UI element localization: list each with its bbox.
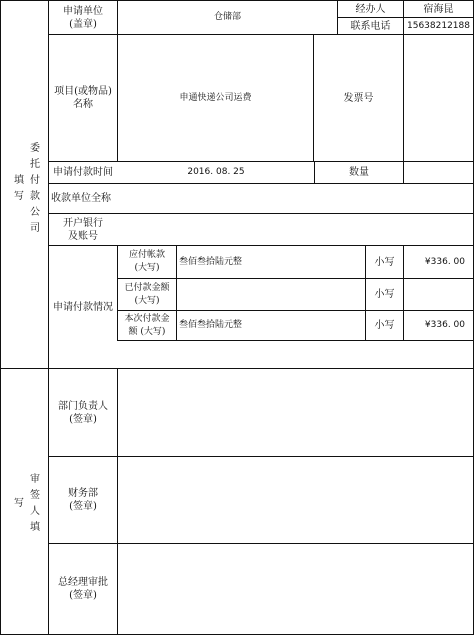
invoice-value bbox=[404, 35, 473, 161]
border-current-bottom bbox=[117, 340, 474, 341]
gm-label: 总经理审批 (签章) bbox=[58, 577, 108, 601]
current-value: 叁佰叁拾陆元整 bbox=[179, 320, 243, 330]
payable-label: 应付帐款 (大写) bbox=[128, 250, 165, 273]
bank-value bbox=[118, 214, 473, 245]
dept-head-label: 部门负责人 (签章) bbox=[58, 400, 108, 425]
phone-label: 联系电话 bbox=[350, 20, 391, 32]
quantity-value bbox=[404, 162, 473, 183]
section-payer-label: 委托付款公司填写 bbox=[11, 142, 39, 238]
paid-small-label: 小写 bbox=[374, 289, 395, 300]
quantity-label: 数量 bbox=[349, 167, 369, 178]
current-small-label: 小写 bbox=[374, 320, 395, 331]
payable-small-value: ¥336. 00 bbox=[424, 256, 465, 267]
paid-value bbox=[177, 279, 365, 310]
section-review-label: 审签人填写 bbox=[11, 473, 39, 537]
payment-label: 申请付款情况 bbox=[53, 301, 113, 313]
paid-small-value bbox=[404, 279, 473, 310]
payable-value: 叁佰叁拾陆元整 bbox=[179, 256, 243, 267]
handler-value: 宿海昆 bbox=[423, 3, 454, 15]
paid-label: 已付款金额 (大写) bbox=[124, 282, 170, 306]
applicant-unit-label: 申请单位 (盖章) bbox=[63, 5, 103, 30]
current-small-value: ¥336. 00 bbox=[424, 320, 465, 330]
handler-label: 经办人 bbox=[355, 3, 386, 15]
date-label: 申请付款时间 bbox=[53, 167, 113, 178]
project-value: 申通快递公司运费 bbox=[179, 92, 252, 103]
applicant-unit-value: 仓储部 bbox=[213, 12, 241, 22]
finance-signature bbox=[118, 457, 473, 543]
invoice-label: 发票号 bbox=[343, 92, 374, 104]
finance-label: 财务部 (签章) bbox=[68, 488, 98, 512]
current-label: 本次付款金 额 (大写) bbox=[124, 313, 170, 337]
bank-label: 开户银行 及账号 bbox=[63, 217, 103, 242]
dept-head-signature bbox=[118, 369, 473, 456]
date-value: 2016. 08. 25 bbox=[187, 167, 245, 177]
payee-value bbox=[170, 184, 473, 213]
project-label: 项目(或物品) 名称 bbox=[54, 86, 112, 110]
payable-small-label: 小写 bbox=[374, 256, 395, 268]
phone-value: 15638212188 bbox=[407, 20, 470, 31]
payee-label: 收款单位全称 bbox=[51, 193, 111, 204]
gm-signature bbox=[118, 544, 473, 634]
